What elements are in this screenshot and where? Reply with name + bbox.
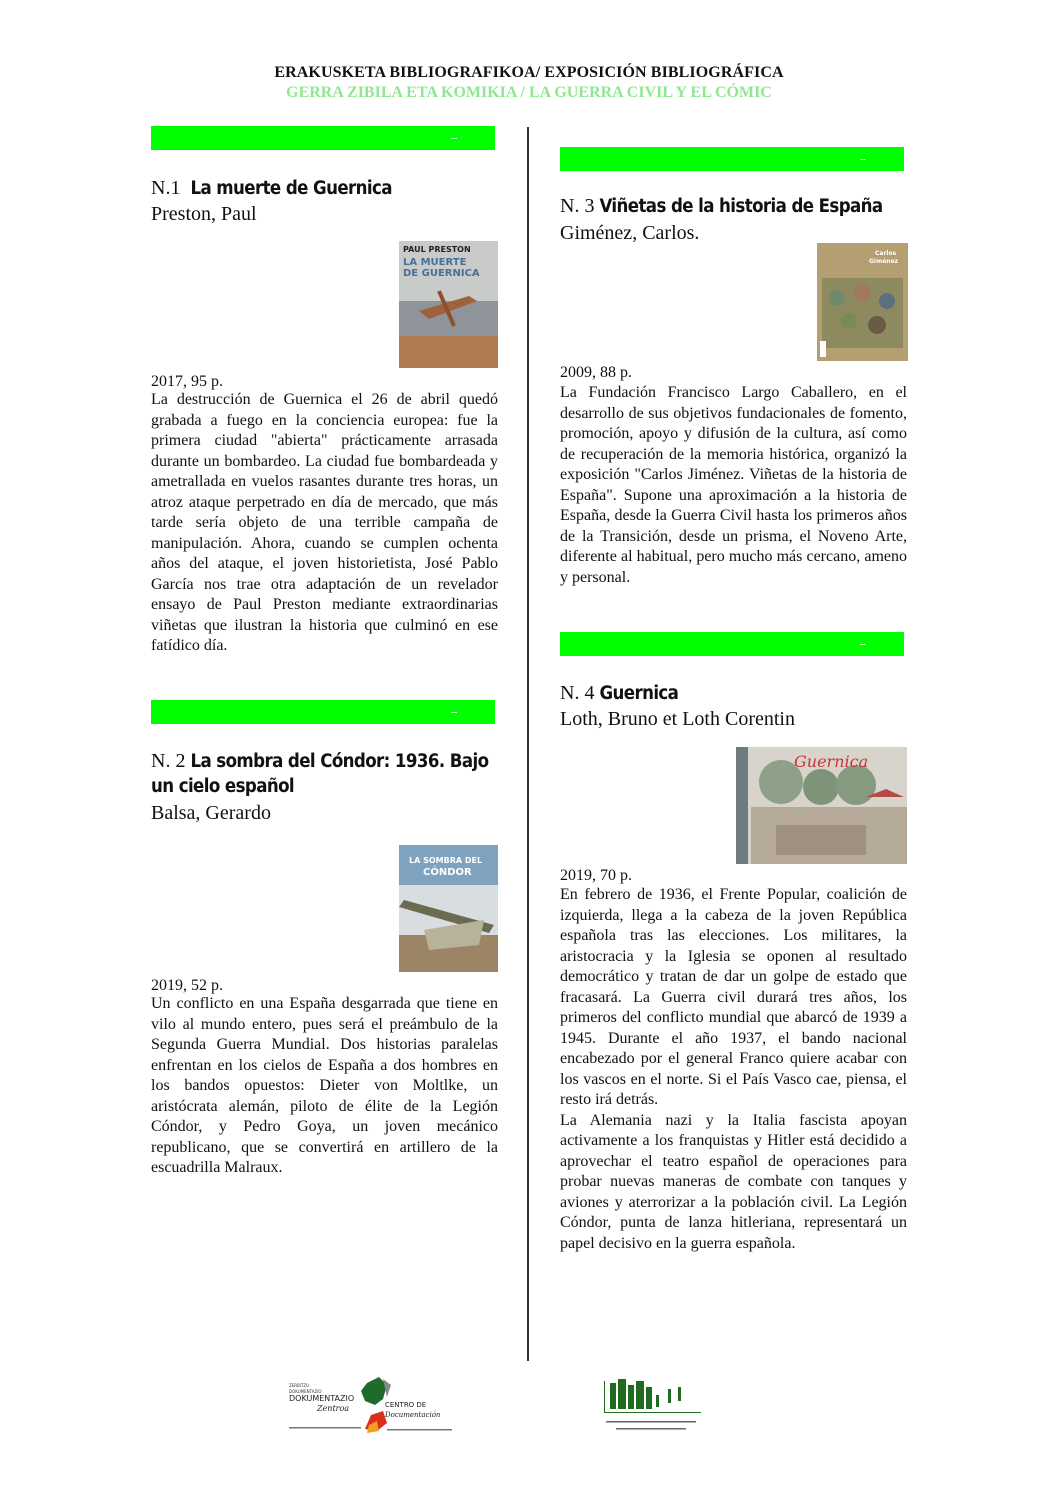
entry-1-description xyxy=(151,390,498,657)
library-logo xyxy=(600,1375,705,1437)
entry-1-publication-info: 2017, 95 p. xyxy=(151,373,223,390)
entry-3-publication-info: 2009, 88 p. xyxy=(560,364,632,381)
svg-text:Documentación: Documentación xyxy=(385,1411,441,1419)
entry-2-publication-info: 2019, 52 p. xyxy=(151,977,223,994)
svg-text:DOKUMENTAZIO: DOKUMENTAZIO xyxy=(289,1389,322,1394)
svg-text:PAUL PRESTON: PAUL PRESTON xyxy=(403,245,471,254)
page-subtitle: GERRA ZIBILA ETA KOMIKIA / LA GUERRA CIVIL Y EL CÓMIC xyxy=(286,84,772,101)
entry-2-heading xyxy=(151,749,496,799)
description-text: La destrucción de Guernica el 26 de abril quedó grabada a fuego en la conciencia europea: fue la primera ciudad "abierta" prácticamente arrasada durante un bombardeo. La ciudad fue bombardeada y ametrallada en vuelos rasantes durante tres horas, un atroz ataque perpetrado en día de mercado, que más tarde sería objeto de una terrible campaña de manipulación. Ahora, cuando se cumplen ochenta años del ataque, el joven historietista, José Pablo García nos trae otra adaptación de un revelador ensayo de Paul Preston mediante extraordinarias viñetas que ilustran la historia que culminó en ese fatídico día. xyxy=(151,391,498,654)
entry-number: N.1 xyxy=(151,177,181,199)
entry-3-heading xyxy=(560,194,905,219)
entry-4-heading xyxy=(560,681,905,706)
entry-1-heading xyxy=(151,176,496,201)
entry-1-header-bar xyxy=(151,126,495,150)
svg-text:Carlos: Carlos xyxy=(875,250,897,257)
description-text: En febrero de 1936, el Frente Popular, coalición de izquierda, llega a la cabeza de la joven República española tras las elecciones. Los militares, la aristocracia y la Iglesia se oponen al resultado democrático y tratan de dar un golpe de estado que fracasará. La Guerra civil durará tres años, los primeros del conflicto mundial que abarcó de 1939 a 1945. Durante el año 1937, el bando nacional encabezado por el general Franco quiere acabar con los vascos en el norte. Si el País Vasco cae, piensa, el resto irá detrás. xyxy=(560,886,907,1108)
entry-4-description xyxy=(560,885,907,1254)
svg-text:CENTRO DE: CENTRO DE xyxy=(385,1401,427,1409)
description-text-2: La Alemania nazi y la Italia fascista apoyan activamente a los franquistas y Hitler está decidido a aprovechar el teatro español de operaciones para probar nuevas maneras de combate con tanques y aviones y aterrorizar a la población civil. La Legión Cóndor, punta de lanza hitleriana, representará un papel decisivo en la guerra española. xyxy=(560,1111,907,1252)
entry-4-cover-image xyxy=(736,747,907,864)
svg-text:LA SOMBRA DEL: LA SOMBRA DEL xyxy=(409,856,483,865)
entry-title: Guernica xyxy=(599,683,679,704)
entry-2-header-bar xyxy=(151,700,495,724)
svg-text:ZERBITZU: ZERBITZU xyxy=(289,1383,310,1388)
svg-text:Zentroa: Zentroa xyxy=(317,1404,350,1413)
svg-text:CÓNDOR: CÓNDOR xyxy=(423,867,472,878)
entry-3-cover-image xyxy=(817,243,908,361)
entry-4-publication-info: 2019, 70 p. xyxy=(560,867,632,884)
entry-2-cover-image xyxy=(399,845,498,972)
svg-text:DE GUERNICA: DE GUERNICA xyxy=(403,268,480,279)
entry-1-cover-image xyxy=(399,241,498,368)
page-title: ERAKUSKETA BIBLIOGRAFIKOA/ EXPOSICIÓN BIBLIOGRÁFICA xyxy=(274,64,784,81)
entry-2-description xyxy=(151,994,498,1179)
entry-2-author: Balsa, Gerardo xyxy=(151,802,271,824)
entry-3-author: Giménez, Carlos. xyxy=(560,222,700,244)
entry-4-author: Loth, Bruno et Loth Corentin xyxy=(560,708,795,730)
documentation-center-logo xyxy=(287,1375,462,1437)
entry-title: La muerte de Guernica xyxy=(190,178,392,199)
entry-number: N. 3 xyxy=(560,195,595,217)
entry-1-author: Preston, Paul xyxy=(151,203,257,225)
logo1-text: DOKUMENTAZIO xyxy=(289,1394,355,1403)
entry-title: La sombra del Cóndor: 1936. Bajo un cielo español xyxy=(151,751,489,797)
description-text: Un conflicto en una España desgarrada que tiene en vilo al mundo entero, pues será el preámbulo de la Segunda Guerra Mundial. Dos historias paralelas enfrentan en los cielos de España a dos hombres en los bandos opuestos: Dieter von Moltlke, un aristócrata alemán, piloto de élite de la Legión Cóndor, y Pedro Goya, un joven mecánico republicano, que se convertirá en artillero de la escuadrilla Malraux. xyxy=(151,995,498,1176)
entry-4-header-bar xyxy=(560,632,904,656)
entry-number: N. 4 xyxy=(560,682,595,704)
entry-number: N. 2 xyxy=(151,750,186,772)
description-text: La Fundación Francisco Largo Caballero, en el desarrollo de sus objetivos fundacionales de fomento, promoción, apoyo y difusión de la cultura, así como de recuperación de la memoria histórica, organizó la exposición "Carlos Jiménez. Viñetas de la historia de España". Supone una aproximación a la historia de España, desde la Guerra Civil hasta los primeros años de la Transición, desde un prisma, el Noveno Arte, diferente al habitual, pero mucho más cercano, ameno y personal. xyxy=(560,384,907,586)
entry-3-header-bar xyxy=(560,147,904,171)
svg-text:Guernica: Guernica xyxy=(794,752,869,771)
svg-text:Giménez: Giménez xyxy=(869,258,899,265)
entry-title: Viñetas de la historia de España xyxy=(599,196,883,217)
entry-3-description xyxy=(560,383,907,588)
svg-text:LA MUERTE: LA MUERTE xyxy=(403,257,467,268)
column-divider xyxy=(527,127,529,1361)
